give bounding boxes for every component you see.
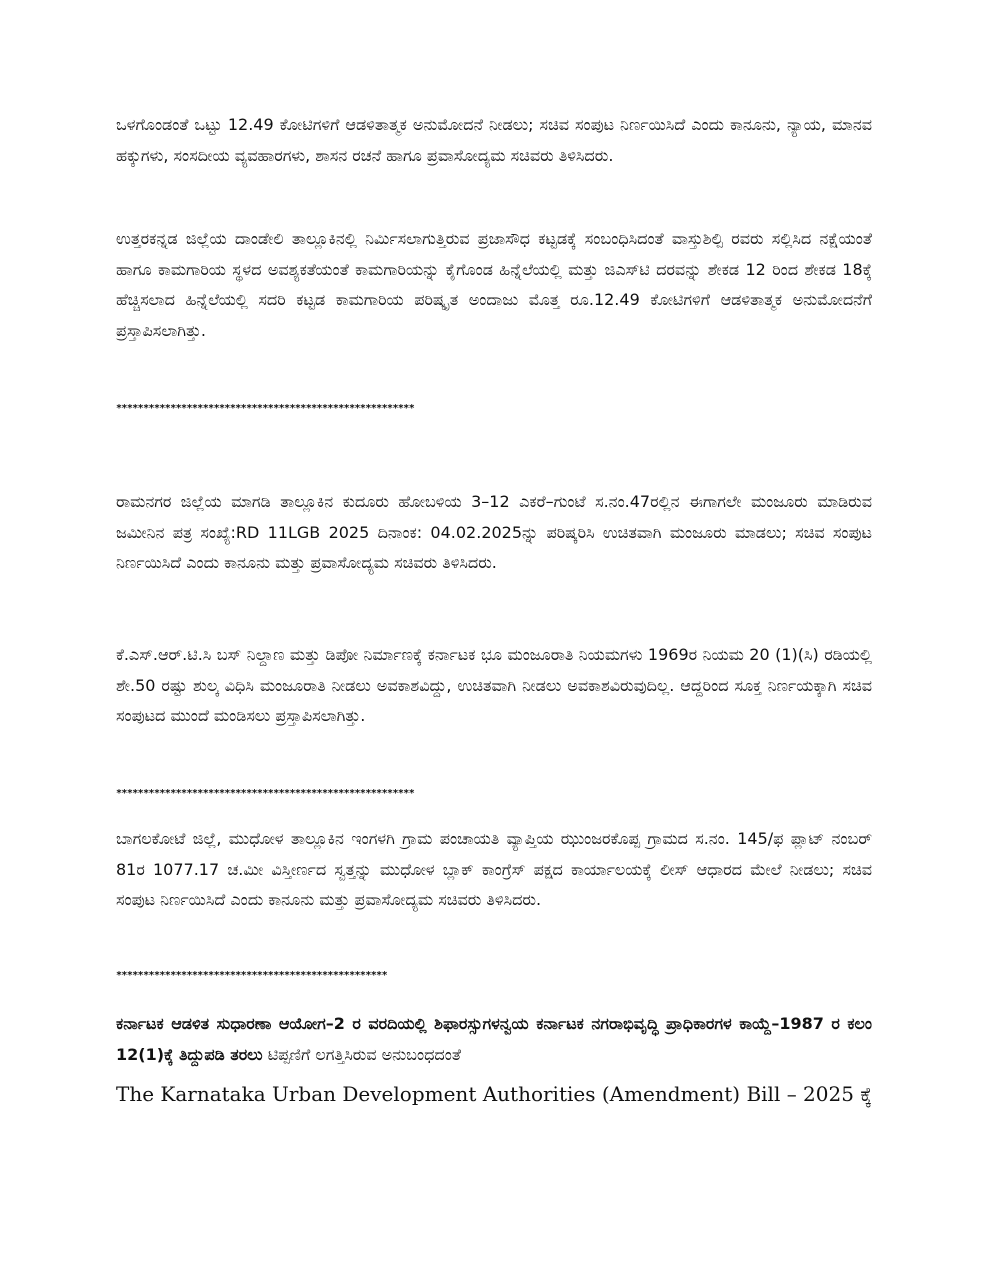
paragraph-bagalkote-lease: ಬಾಗಲಕೋಟೆ ಜಿಲ್ಲೆ, ಮುಧೋಳ ತಾಲ್ಲೂಕಿನ ಇಂಗಳಗಿ ಗ್ರಾಮ ಪಂಚಾಯತಿ ವ್ಯಾಪ್ತಿಯ ಝುಂಜರಕೊಪ್ಪ ಗ್ರಾಮದ ಸ.ನಂ. 145/ಫ ಪ್ಲಾಟ್ ನಂಬರ್ 81ರ 1077.17 ಚ.ಮೀ ವಿಸ್ತೀರ್ಣದ ಸ್ವತ್ತನ್ನು ಮುಧೋಳ ಬ್ಲಾಕ್ ಕಾಂಗ್ರೆಸ್ ಪಕ್ಷದ ಕಾರ್ಯಾಲಯಕ್ಕೆ ಲೀಸ್ ಆಧಾರದ ಮೇಲೆ ನೀಡಲು; ಸಚಿವ ಸಂಪುಟ ನಿರ್ಣಯಿಸಿದೆ ಎಂದು ಕಾನೂನು ಮತ್ತು ಪ್ರವಾಸೋದ್ಯಮ ಸಚಿವರು ತಿಳಿಸಿದರು. — [116, 829, 872, 909]
bold-heading-text: ಕರ್ನಾಟಕ ಆಡಳಿತ ಸುಧಾರಣಾ ಆಯೋಗ–2 ರ ವರದಿಯಲ್ಲಿ ಶಿಫಾರಸ್ಸುಗಳನ್ವಯ ಕರ್ನಾಟಕ ನಗರಾಭಿವೃದ್ಧಿ ಪ್ರಾಧಿಕಾರಗಳ ಕಾಯ್ದೆ–1987 ರ ಕಲಂ 12(1)ಕ್ಕೆ ತಿದ್ದುಪಡಿ ತರಲು — [116, 1014, 872, 1064]
bill-title-line: The Karnataka Urban Development Authorities (Amendment) Bill – 2025 ಕ್ಕೆ — [116, 1082, 873, 1106]
paragraph-uda-amendment — [116, 1009, 872, 1070]
annex-text: ಟಿಪ್ಪಣಿಗೆ ಲಗತ್ತಿಸಿರುವ ಅನುಬಂಧದಂತೆ — [262, 1044, 461, 1064]
paragraph-dandeli-prajasoudha: ಉತ್ತರಕನ್ನಡ ಜಿಲ್ಲೆಯ ದಾಂಡೇಲಿ ತಾಲ್ಲೂಕಿನಲ್ಲಿ ನಿರ್ಮಿಸಲಾಗುತ್ತಿರುವ ಪ್ರಜಾಸೌಧ ಕಟ್ಟಡಕ್ಕೆ ಸಂಬಂಧಿಸಿದಂತೆ ವಾಸ್ತುಶಿಲ್ಪಿ ರವರು ಸಲ್ಲಿಸಿದ ನಕ್ಷೆಯಂತೆ ಹಾಗೂ ಕಾಮಗಾರಿಯ ಸ್ಥಳದ ಅವಶ್ಯಕತೆಯಂತೆ ಕಾಮಗಾರಿಯನ್ನು ಕೈಗೊಂಡ ಹಿನ್ನೆಲೆಯಲ್ಲಿ ಮತ್ತು ಜಿಎಸ್‌ಟಿ ದರವನ್ನು ಶೇಕಡ 12 ರಿಂದ ಶೇಕಡ 18ಕ್ಕೆ ಹೆಚ್ಚಿಸಲಾದ ಹಿನ್ನೆಲೆಯಲ್ಲಿ ಸದರಿ ಕಟ್ಟಡ ಕಾಮಗಾರಿಯ ಪರಿಷ್ಕೃತ ಅಂದಾಜು ಮೊತ್ತ ರೂ.12.49 ಕೋಟಿಗಳಿಗೆ ಆಡಳಿತಾತ್ಮಕ ಅನುಮೋದನೆಗೆ ಪ್ರಸ್ತಾಪಿಸಲಾಗಿತ್ತು. — [116, 229, 872, 340]
paragraph-approval-summary: ಒಳಗೊಂಡಂತೆ ಒಟ್ಟು 12.49 ಕೋಟಿಗಳಿಗೆ ಆಡಳಿತಾತ್ಮಕ ಅನುಮೋದನೆ ನೀಡಲು; ಸಚಿವ ಸಂಪುಟ ನಿರ್ಣಯಿಸಿದೆ ಎಂದು ಕಾನೂನು, ನ್ಯಾಯ, ಮಾನವ ಹಕ್ಕುಗಳು, ಸಂಸದೀಯ ವ್ಯವಹಾರಗಳು, ಶಾಸನ ರಚನೆ ಹಾಗೂ ಪ್ರವಾಸೋದ್ಯಮ ಸಚಿವರು ತಿಳಿಸಿದರು. — [116, 115, 872, 165]
separator-stars: ******************************************************* — [116, 788, 415, 799]
separator-stars: ************************************************** — [116, 970, 388, 981]
separator-stars: ******************************************************* — [116, 403, 415, 414]
paragraph-ramanagara-land: ರಾಮನಗರ ಜಿಲ್ಲೆಯ ಮಾಗಡಿ ತಾಲ್ಲೂಕಿನ ಕುದೂರು ಹೋಬಳಿಯ 3–12 ಎಕರೆ–ಗುಂಟೆ ಸ.ನಂ.47ರಲ್ಲಿನ ಈಗಾಗಲೇ ಮಂಜೂರು ಮಾಡಿರುವ ಜಮೀನಿನ ಪತ್ರ ಸಂಖ್ಯೆ:RD 11LGB 2025 ದಿನಾಂಕ: 04.02.2025ನ್ನು ಪರಿಷ್ಕರಿಸಿ ಉಚಿತವಾಗಿ ಮಂಜೂರು ಮಾಡಲು; ಸಚಿವ ಸಂಪುಟ ನಿರ್ಣಯಿಸಿದೆ ಎಂದು ಕಾನೂನು ಮತ್ತು ಪ್ರವಾಸೋದ್ಯಮ ಸಚಿವರು ತಿಳಿಸಿದರು. — [116, 492, 872, 572]
paragraph-ksrtc-bus-stand: ಕೆ.ಎಸ್.ಆರ್.ಟಿ.ಸಿ ಬಸ್ ನಿಲ್ದಾಣ ಮತ್ತು ಡಿಪೋ ನಿರ್ಮಾಣಕ್ಕೆ ಕರ್ನಾಟಕ ಭೂ ಮಂಜೂರಾತಿ ನಿಯಮಗಳು 1969ರ ನಿಯಮ 20 (1)(ಸಿ) ರಡಿಯಲ್ಲಿ ಶೇ.50 ರಷ್ಟು ಶುಲ್ಕ ವಿಧಿಸಿ ಮಂಜೂರಾತಿ ನೀಡಲು ಅವಕಾಶವಿದ್ದು, ಉಚಿತವಾಗಿ ನೀಡಲು ಅವಕಾಶವಿರುವುದಿಲ್ಲ. ಆದ್ದರಿಂದ ಸೂಕ್ತ ನಿರ್ಣಯಕ್ಕಾಗಿ ಸಚಿವ ಸಂಪುಟದ ಮುಂದೆ ಮಂಡಿಸಲು ಪ್ರಸ್ತಾಪಿಸಲಾಗಿತ್ತು. — [116, 645, 872, 725]
